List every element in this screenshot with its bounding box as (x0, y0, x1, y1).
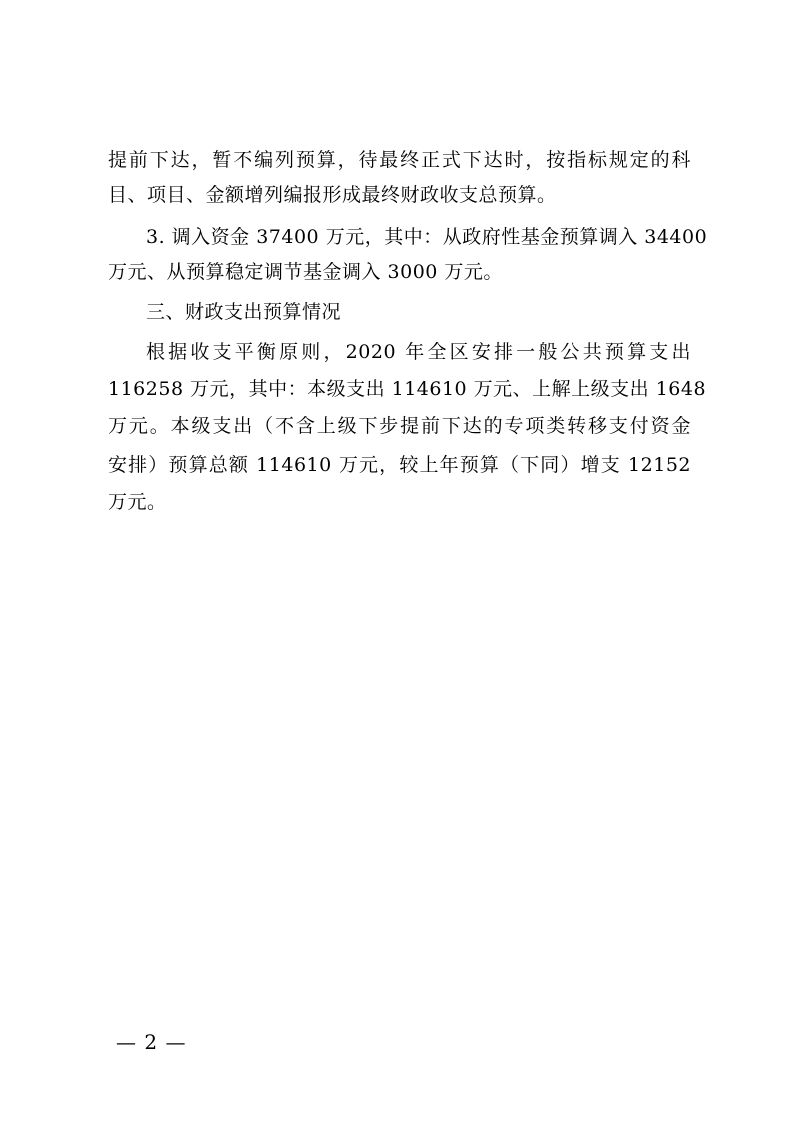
paragraph-2-line-1: 3. 调入资金 37400 万元，其中：从政府性基金预算调入 34400 (146, 226, 708, 248)
paragraph-4-line-3: 万元。本级支出（不含上级下步提前下达的专项类转移支付资金 (108, 415, 691, 437)
paragraph-4-line-4: 安排）预算总额 114610 万元，较上年预算（下同）增支 12152 (108, 454, 691, 476)
section-heading: 三、财政支出预算情况 (146, 301, 342, 323)
paragraph-4-line-1: 根据收支平衡原则，2020 年全区安排一般公共预算支出 (146, 341, 691, 363)
paragraph-4-line-5: 万元。 (108, 491, 167, 513)
paragraph-1-line-2: 目、项目、金额增列编报形成最终财政收支总预算。 (108, 184, 557, 206)
paragraph-4-line-2: 116258 万元，其中：本级支出 114610 万元、上解上级支出 1648 (108, 378, 707, 400)
paragraph-1-line-1: 提前下达，暂不编列预算，待最终正式下达时，按指标规定的科 (108, 149, 691, 171)
paragraph-2-line-2: 万元、从预算稳定调节基金调入 3000 万元。 (108, 261, 503, 283)
page-number: — 2 — (116, 1030, 187, 1054)
